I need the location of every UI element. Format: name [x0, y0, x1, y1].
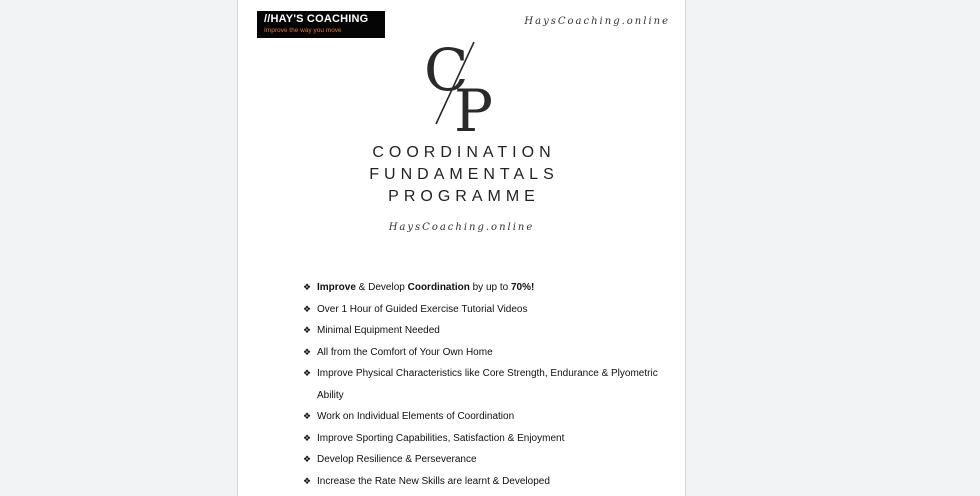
- programme-title: [238, 142, 685, 208]
- feature-item-9: ❖ Increase the Rate New Skills are learnt & Developed: [303, 471, 673, 493]
- brand-tagline: Improve the way you move: [264, 27, 342, 34]
- diamond-bullet-icon: ❖: [303, 475, 312, 486]
- cp-monogram-logo: [424, 38, 504, 134]
- feature-item-6: ❖ Work on Individual Elements of Coordination: [303, 406, 673, 428]
- feature-item-1: ❖ Improve & Develop Coordination by up to 70%!: [303, 277, 673, 299]
- diamond-bullet-icon: ❖: [303, 282, 312, 292]
- brand-name: //HAY'S COACHING: [264, 13, 369, 25]
- monogram-letter-c: C: [424, 38, 469, 104]
- diamond-bullet-icon: ❖: [303, 454, 312, 464]
- title-line-2: FUNDAMENTALS: [369, 166, 559, 183]
- diamond-bullet-icon: ❖: [303, 303, 312, 314]
- website-subtitle: HaysCoaching.online: [388, 222, 535, 233]
- feature-item-4: ❖ All from the Comfort of Your Own Home: [303, 342, 673, 364]
- feature-item-3: ❖ Minimal Equipment Needed: [303, 320, 673, 342]
- brand-logo: [257, 11, 385, 38]
- diamond-bullet-icon: ❖: [303, 368, 312, 378]
- website-header: HaysCoaching.online: [524, 16, 670, 27]
- document-page: [237, 0, 686, 496]
- diamond-bullet-icon: ❖: [303, 432, 312, 443]
- title-line-1: COORDINATION: [372, 144, 556, 161]
- title-line-3: PROGRAMME: [388, 188, 540, 205]
- monogram-letter-p: P: [454, 77, 494, 134]
- diamond-bullet-icon: ❖: [303, 411, 312, 421]
- diamond-bullet-icon: ❖: [303, 325, 312, 335]
- feature-list: [303, 277, 673, 492]
- feature-item-8: ❖ Develop Resilience & Perseverance: [303, 449, 673, 471]
- feature-item-7: ❖ Improve Sporting Capabilities, Satisfaction & Enjoyment: [303, 428, 673, 450]
- feature-item-5: ❖ Improve Physical Characteristics like Core Strength, Endurance & Plyometric Ability: [303, 363, 673, 406]
- feature-item-2: ❖ Over 1 Hour of Guided Exercise Tutorial Videos: [303, 299, 673, 321]
- diamond-bullet-icon: ❖: [303, 346, 312, 357]
